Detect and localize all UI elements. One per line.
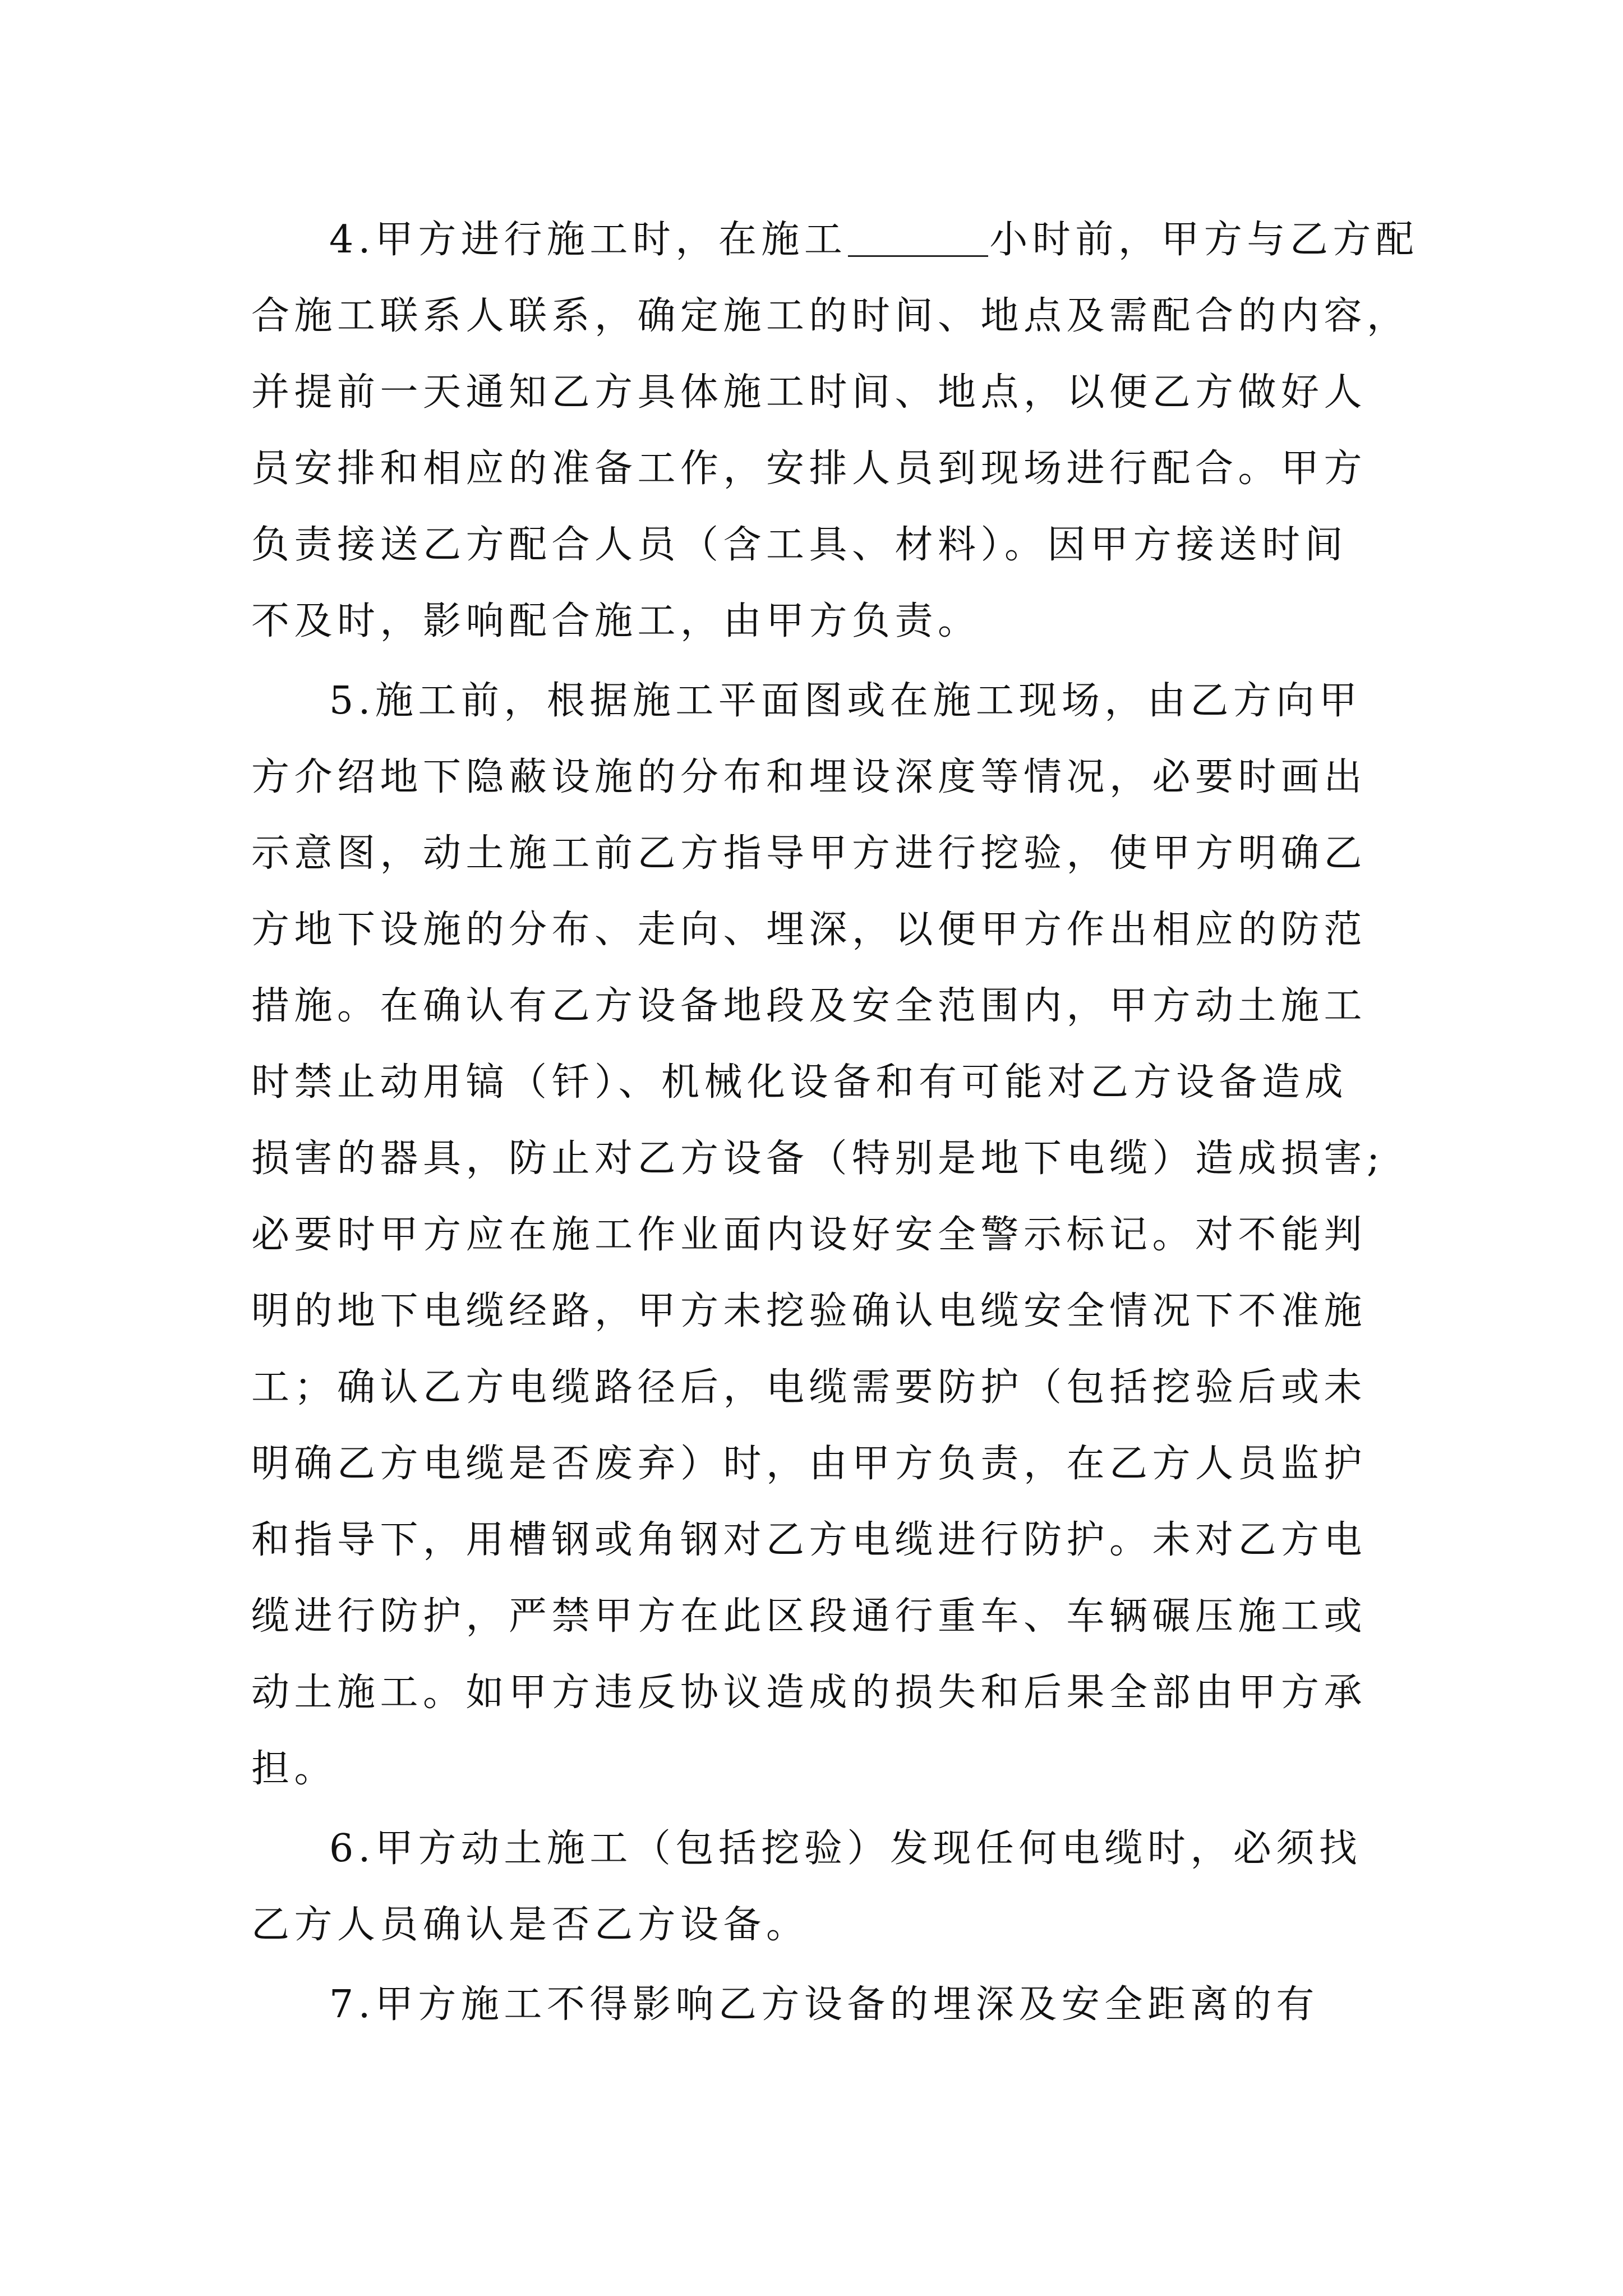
paragraph-5-line-1: 5.施工前，根据施工平面图或在施工现场，由乙方向甲 <box>329 679 1362 723</box>
paragraph-5-line-11: 明确乙方电缆是否废弃）时，由甲方负责，在乙方人员监护 <box>251 1442 1367 1486</box>
hours-blank-field <box>848 222 988 257</box>
paragraph-5-line-12: 和指导下，用槽钢或角钢对乙方电缆进行防护。未对乙方电 <box>251 1518 1367 1562</box>
paragraph-5-line-15: 担。 <box>251 1747 338 1791</box>
paragraph-5-line-13: 缆进行防护，严禁甲方在此区段通行重车、车辆碾压施工或 <box>251 1594 1367 1639</box>
paragraph-5-line-4: 方地下设施的分布、走向、埋深，以便甲方作出相应的防范 <box>251 908 1367 952</box>
paragraph-5-line-10: 工；确认乙方电缆路径后，电缆需要防护（包括挖验后或未 <box>251 1365 1367 1410</box>
paragraph-5-line-8: 必要时甲方应在施工作业面内设好安全警示标记。对不能判 <box>251 1213 1367 1257</box>
paragraph-4-line-2: 合施工联系人联系，确定施工的时间、地点及需配合的内容， <box>251 294 1410 338</box>
paragraph-5-line-5: 措施。在确认有乙方设备地段及安全范围内，甲方动土施工 <box>251 984 1367 1028</box>
paragraph-4-line-6: 不及时，影响配合施工，由甲方负责。 <box>251 599 981 643</box>
paragraph-4-line-1-end: 小时前，甲方与乙方配 <box>989 218 1419 262</box>
paragraph-6-line-1: 6.甲方动土施工（包括挖验）发现任何电缆时，必须找 <box>329 1826 1362 1871</box>
paragraph-5-line-7: 损害的器具，防止对乙方设备（特别是地下电缆）造成损害; <box>251 1137 1385 1181</box>
paragraph-6-line-2: 乙方人员确认是否乙方设备。 <box>251 1903 809 1947</box>
paragraph-5-line-14: 动土施工。如甲方违反协议造成的损失和后果全部由甲方承 <box>251 1671 1367 1715</box>
paragraph-4-line-1 <box>329 202 1419 278</box>
paragraph-7-line-1: 7.甲方施工不得影响乙方设备的埋深及安全距离的有 <box>329 1982 1319 2027</box>
paragraph-5-line-3: 示意图，动土施工前乙方指导甲方进行挖验，使甲方明确乙 <box>251 831 1367 876</box>
paragraph-4-line-4: 员安排和相应的准备工作，安排人员到现场进行配合。甲方 <box>251 447 1367 491</box>
paragraph-4-line-1-start: 4.甲方进行施工时，在施工 <box>329 218 847 262</box>
paragraph-4-line-5: 负责接送乙方配合人员（含工具、材料）。因甲方接送时间 <box>251 523 1348 567</box>
paragraph-5-line-6: 时禁止动用镐（钎）、机械化设备和有可能对乙方设备造成 <box>251 1060 1348 1105</box>
paragraph-5-line-9: 明的地下电缆经路，甲方未挖验确认电缆安全情况下不准施 <box>251 1289 1367 1333</box>
paragraph-5-line-2: 方介绍地下隐蔽设施的分布和埋设深度等情况，必要时画出 <box>251 755 1367 799</box>
paragraph-4-line-3: 并提前一天通知乙方具体施工时间、地点，以便乙方做好人 <box>251 370 1367 415</box>
